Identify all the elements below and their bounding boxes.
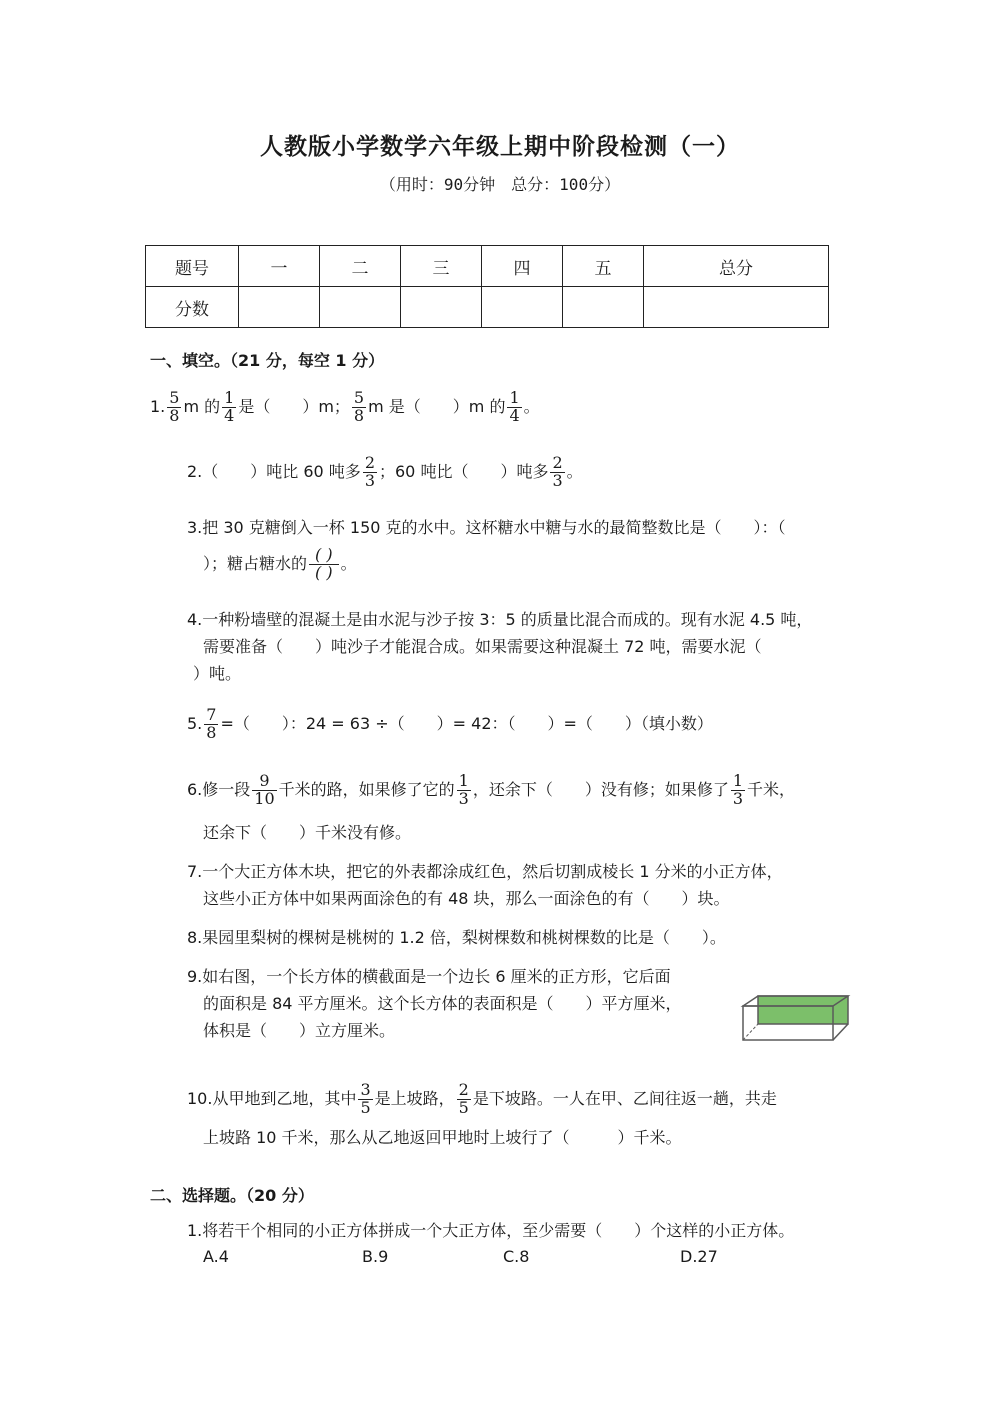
fraction-numerator: 3 xyxy=(360,1080,371,1099)
fraction xyxy=(457,1082,471,1117)
fraction-denominator: 3 xyxy=(732,788,744,808)
fraction-numerator: 1 xyxy=(224,388,235,407)
score-cell[interactable] xyxy=(644,287,829,328)
fraction-numerator: 2 xyxy=(552,453,563,472)
fraction xyxy=(167,390,181,425)
question-1-3-line2 xyxy=(203,547,357,582)
fraction xyxy=(363,455,377,490)
q-text: 5. xyxy=(187,713,203,733)
fraction xyxy=(204,707,218,742)
score-table xyxy=(145,245,829,328)
fraction xyxy=(550,455,564,490)
q-text: 。 xyxy=(523,396,540,416)
question-1-2 xyxy=(187,455,583,490)
fraction-numerator: 5 xyxy=(353,388,365,407)
fraction xyxy=(252,773,276,808)
fraction xyxy=(457,773,471,808)
fraction-denominator: 4 xyxy=(224,405,235,425)
q-text: m 的 xyxy=(183,396,221,416)
fraction-denominator: 10 xyxy=(254,788,275,808)
question-1-10-line2: 上坡路 10 千米，那么从乙地返回甲地时上坡行了（ ）千米。 xyxy=(203,1128,682,1147)
fraction-numerator: 2 xyxy=(458,1080,469,1099)
score-table-header-cell: 一 xyxy=(239,246,320,287)
q-text: 是下坡路。一人在甲、乙间往返一趟，共走 xyxy=(472,1088,777,1108)
section1-heading: 一、填空。（21 分，每空 1 分） xyxy=(150,351,385,370)
q-text: 6.修一段 xyxy=(187,779,251,799)
fraction xyxy=(222,390,236,425)
question-1-9-line2: 的面积是 84 平方厘米。这个长方体的表面积是（ ）平方厘米， xyxy=(203,994,682,1013)
fraction-denominator: 4 xyxy=(509,405,520,425)
score-table-header-cell: 题号 xyxy=(146,246,239,287)
page-subtitle: （用时：90分钟 总分：100分） xyxy=(379,175,621,194)
q-text: 。 xyxy=(340,553,357,573)
choice-option-a: A.4 xyxy=(203,1247,229,1266)
question-1-7-line1: 7.一个大正方体木块，把它的外表都涂成红色，然后切割成棱长 1 分米的小正方体， xyxy=(187,862,783,881)
q-text: 千米的路，如果修了它的 xyxy=(278,779,455,799)
score-table-header-cell: 二 xyxy=(320,246,401,287)
q-text: =（ ）：24 = 63 ÷（ ）= 42：（ ）=（ ）（填小数） xyxy=(220,713,713,733)
q-text: 1. xyxy=(150,396,166,416)
fraction-numerator: 1 xyxy=(458,771,469,790)
score-table-header-cell: 总分 xyxy=(644,246,829,287)
fraction-denominator: 5 xyxy=(458,1097,469,1117)
question-2-1-stem: 1.将若干个相同的小正方体拼成一个大正方体，至少需要（ ）个这样的小正方体。 xyxy=(187,1221,795,1240)
question-1-7-line2: 这些小正方体中如果两面涂色的有 48 块，那么一面涂色的有（ ）块。 xyxy=(203,889,730,908)
score-cell[interactable] xyxy=(320,287,401,328)
question-1-6-line2: 还余下（ ）千米没有修。 xyxy=(203,823,412,842)
fraction-numerator: ( ) xyxy=(309,547,339,565)
question-1-10-line1 xyxy=(187,1082,777,1117)
question-1-6-line1 xyxy=(187,773,795,808)
score-table-header-cell: 四 xyxy=(482,246,563,287)
score-cell[interactable] xyxy=(482,287,563,328)
question-1-8: 8.果园里梨树的棵树是桃树的 1.2 倍，梨树棵数和桃树棵数的比是（ ）。 xyxy=(187,928,726,947)
score-table-header-cell: 三 xyxy=(401,246,482,287)
q-text: 是上坡路， xyxy=(374,1088,455,1108)
score-table-header-cell: 五 xyxy=(563,246,644,287)
fraction-numerator: 9 xyxy=(252,773,276,791)
score-cell[interactable] xyxy=(401,287,482,328)
fraction xyxy=(358,1082,372,1117)
fraction-denominator: 8 xyxy=(169,405,180,425)
choice-option-c: C.8 xyxy=(503,1247,530,1266)
fraction-numerator: 2 xyxy=(364,453,375,472)
fraction-denominator: 3 xyxy=(458,788,469,808)
score-table-row-label: 分数 xyxy=(146,287,239,328)
cuboid-back-face xyxy=(758,996,848,1024)
question-1-4-line1: 4.一种粉墙壁的混凝土是由水泥与沙子按 3：5 的质量比混合而成的。现有水泥 4.5 吨， xyxy=(187,610,813,629)
fraction xyxy=(731,773,745,808)
q-text: ；60 吨比（ ）吨多 xyxy=(379,461,549,481)
fraction-numerator: 5 xyxy=(169,388,180,407)
fraction-denominator: 3 xyxy=(552,470,563,490)
choice-option-d: D.27 xyxy=(680,1247,718,1266)
fraction-numerator: 7 xyxy=(206,705,217,724)
q-text: 千米， xyxy=(747,779,796,799)
cuboid-hidden-edge xyxy=(743,1024,758,1040)
q-text: 是（ ）m； xyxy=(238,396,350,416)
question-1-4-line2: 需要准备（ ）吨沙子才能混合成。如果需要这种混凝土 72 吨，需要水泥（ xyxy=(203,637,762,656)
fraction-denominator: 5 xyxy=(360,1097,371,1117)
fraction-denominator: 3 xyxy=(364,470,375,490)
fraction-denominator: ( ) xyxy=(315,562,333,582)
q-text: 2.（ ）吨比 60 吨多 xyxy=(187,461,361,481)
score-table-header-row xyxy=(146,246,829,287)
question-1-1 xyxy=(150,390,540,425)
cuboid-edge xyxy=(833,1024,848,1040)
score-table-score-row xyxy=(146,287,829,328)
fraction xyxy=(507,390,521,425)
page-title: 人教版小学数学六年级上期中阶段检测（一） xyxy=(260,134,740,160)
question-1-9-line1: 9.如右图，一个长方体的横截面是一个边长 6 厘米的正方形，它后面 xyxy=(187,967,671,986)
fraction-numerator: 1 xyxy=(509,388,520,407)
q-text: 10.从甲地到乙地，其中 xyxy=(187,1088,357,1108)
question-1-9-line3: 体积是（ ）立方厘米。 xyxy=(203,1021,396,1040)
fraction xyxy=(352,390,366,425)
fraction-denominator: 8 xyxy=(206,722,217,742)
fraction xyxy=(309,547,339,582)
fraction-numerator: 1 xyxy=(732,771,744,790)
choice-option-b: B.9 xyxy=(362,1247,389,1266)
section2-heading: 二、选择题。（20 分） xyxy=(150,1186,314,1205)
question-1-4-line3: ）吨。 xyxy=(193,664,242,683)
q-text: ）；糖占糖水的 xyxy=(203,553,308,573)
cuboid-figure xyxy=(738,990,856,1046)
q-text: m 是（ ）m 的 xyxy=(368,396,506,416)
question-1-3-line1: 3.把 30 克糖倒入一杯 150 克的水中。这杯糖水中糖与水的最简整数比是（ ）：（ xyxy=(187,518,786,537)
score-cell[interactable] xyxy=(563,287,644,328)
q-text: 。 xyxy=(566,461,583,481)
fraction-denominator: 8 xyxy=(353,405,365,425)
question-1-5 xyxy=(187,707,713,742)
q-text: ，还余下（ ）没有修；如果修了 xyxy=(472,779,729,799)
score-cell[interactable] xyxy=(239,287,320,328)
